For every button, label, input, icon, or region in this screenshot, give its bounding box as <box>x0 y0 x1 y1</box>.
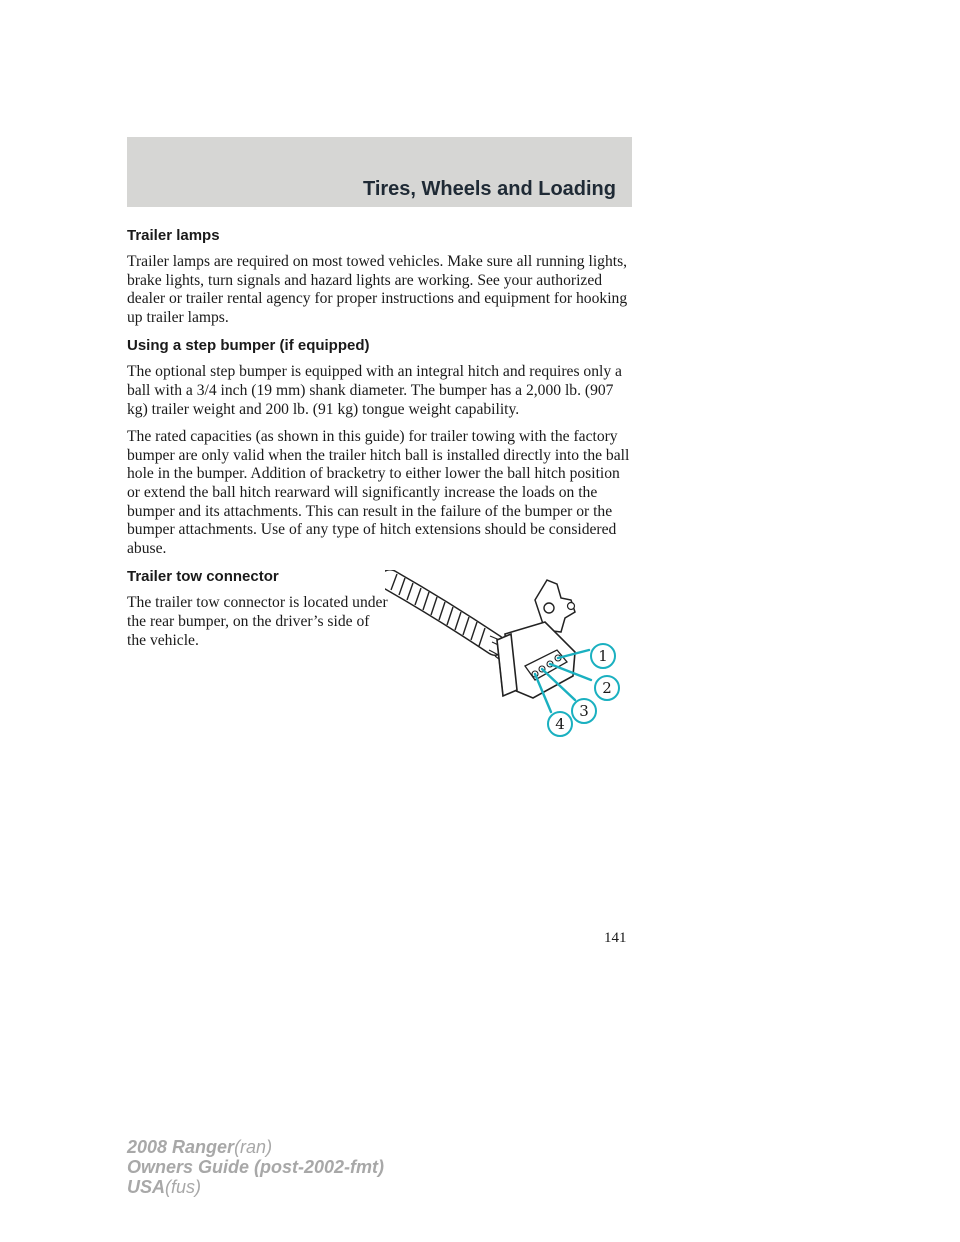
trailer-connector-illustration <box>385 570 635 750</box>
callout-label-1: 1 <box>598 647 608 665</box>
step-bumper-paragraph-1: The optional step bumper is equipped with an integral hitch and requires only a ball with a 3/4 inch (19 mm) shank diameter. The bumper has a 2,000 lb. (907 kg) trailer weight and 200 lb. (91 kg) tongue weight capability. <box>127 363 622 418</box>
footer-market-code: (fus) <box>165 1177 202 1197</box>
page-number: 141 <box>604 930 627 946</box>
callout-label-2: 2 <box>602 679 612 697</box>
tow-connector-paragraph: The trailer tow connector is located under the rear bumper, on the driver’s side of the vehicle. <box>127 594 388 649</box>
step-bumper-paragraph-2: The rated capacities (as shown in this guide) for trailer towing with the factory bumper are only valid when the trailer hitch ball is installed directly into the ball hole in the bumper. Addition of bracketry to either lower the ball hitch position or extend the ball hitch rearward will significantly increase the loads on the bumper and its attachments. This can result in the failure of the bumper or the bumper attachments. Use of any type of hitch extensions should be considered abuse. <box>127 428 630 557</box>
connector-drawing <box>385 570 635 750</box>
footer-guide: Owners Guide (post-2002-fmt) <box>127 1157 385 1177</box>
section-heading-step-bumper: Using a step bumper (if equipped) <box>127 337 370 355</box>
footer-model: 2008 Ranger <box>127 1137 235 1157</box>
document-footer <box>127 1137 384 1197</box>
callout-label-4: 4 <box>555 715 565 733</box>
trailer-lamps-paragraph: Trailer lamps are required on most towed vehicles. Make sure all running lights, brake lights, turn signals and hazard lights are working. See your authorized dealer or trailer rental agency for proper instructions and equipment for hooking up trailer lamps. <box>127 253 628 326</box>
chapter-header-band <box>127 137 632 207</box>
footer-market: USA <box>127 1177 166 1197</box>
footer-model-code: (ran) <box>234 1137 273 1157</box>
section-heading-trailer-lamps: Trailer lamps <box>127 227 220 244</box>
callout-label-3: 3 <box>579 702 589 720</box>
chapter-title: Tires, Wheels and Loading <box>362 178 616 200</box>
footer-line-1 <box>127 1137 384 1157</box>
section-heading-tow-connector: Trailer tow connector <box>127 568 279 586</box>
footer-line-3 <box>127 1177 384 1197</box>
